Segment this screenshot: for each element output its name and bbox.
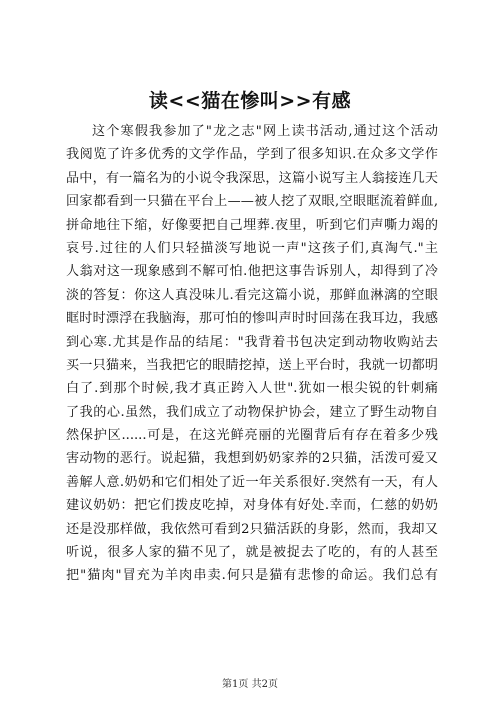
body-line: 建议奶奶：把它们拨皮吃掉，对身体有好处.幸而，仁慈的奶奶 — [66, 498, 438, 514]
body-line: 然保护区......可是，在这光鲜亮丽的光圈背后有存在着多少残 — [66, 428, 438, 444]
page-footer: 第1页 共2页 — [222, 679, 278, 690]
document-title: 读<<猫在惨叫>>有感 — [148, 90, 352, 112]
body-line: 听说，很多人家的猫不见了，就是被捉去了吃的，有的人甚至 — [66, 545, 438, 561]
body-line: 到心寒.尤其是作品的结尾："我背着书包决定到动物收购站去 — [66, 334, 438, 350]
body-line: 品中，有一篇名为的小说令我深思，这篇小说写主人翁接连几天 — [66, 170, 438, 186]
body-line: 回家都看到一只猫在平台上——被人挖了双眼,空眼眶流着鲜血, — [66, 194, 438, 210]
body-line: 了我的心.虽然，我们成立了动物保护协会，建立了野生动物自 — [66, 404, 438, 420]
body-line: 淡的答复：你这人真没味儿.看完这篇小说，那鲜血淋漓的空眼 — [66, 287, 438, 303]
body-line: 买一只猫来，当我把它的眼睛挖掉，送上平台时，我就一切都明 — [66, 357, 438, 373]
body-line: 善解人意.奶奶和它们相处了近一年关系很好.突然有一天，有人 — [66, 474, 438, 490]
body-line: 哀号.过往的人们只轻描淡写地说一声"这孩子们,真淘气."主 — [66, 240, 438, 256]
body-line: 害动物的恶行。说起猫，我想到奶奶家养的2只猫，活泼可爱又 — [66, 451, 438, 467]
body-line: 人翁对这一现象感到不解可怕.他把这事告诉别人，却得到了冷 — [66, 264, 438, 280]
body-line: 这个寒假我参加了"龙之志"网上读书活动,通过这个活动 — [92, 124, 438, 139]
body-line: 眶时时漂浮在我脑海，那可怕的惨叫声时时回荡在我耳边，我感 — [66, 311, 438, 327]
body-line: 我阅览了许多优秀的文学作品，学到了很多知识.在众多文学作 — [66, 147, 438, 163]
body-line: 还是没那样做，我依然可看到2只猫活跃的身影，然而，我却又 — [66, 521, 438, 537]
body-line: 把"猫肉"冒充为羊肉串卖.何只是猫有悲惨的命运。我们总有 — [66, 568, 438, 584]
body-line: 拼命地往下缩，好像要把自己埋葬.夜里，听到它们声嘶力竭的 — [66, 217, 438, 233]
document-body — [66, 120, 438, 588]
body-line: 白了.到那个时候,我才真正跨入人世".犹如一根尖锐的针刺痛 — [66, 381, 438, 397]
